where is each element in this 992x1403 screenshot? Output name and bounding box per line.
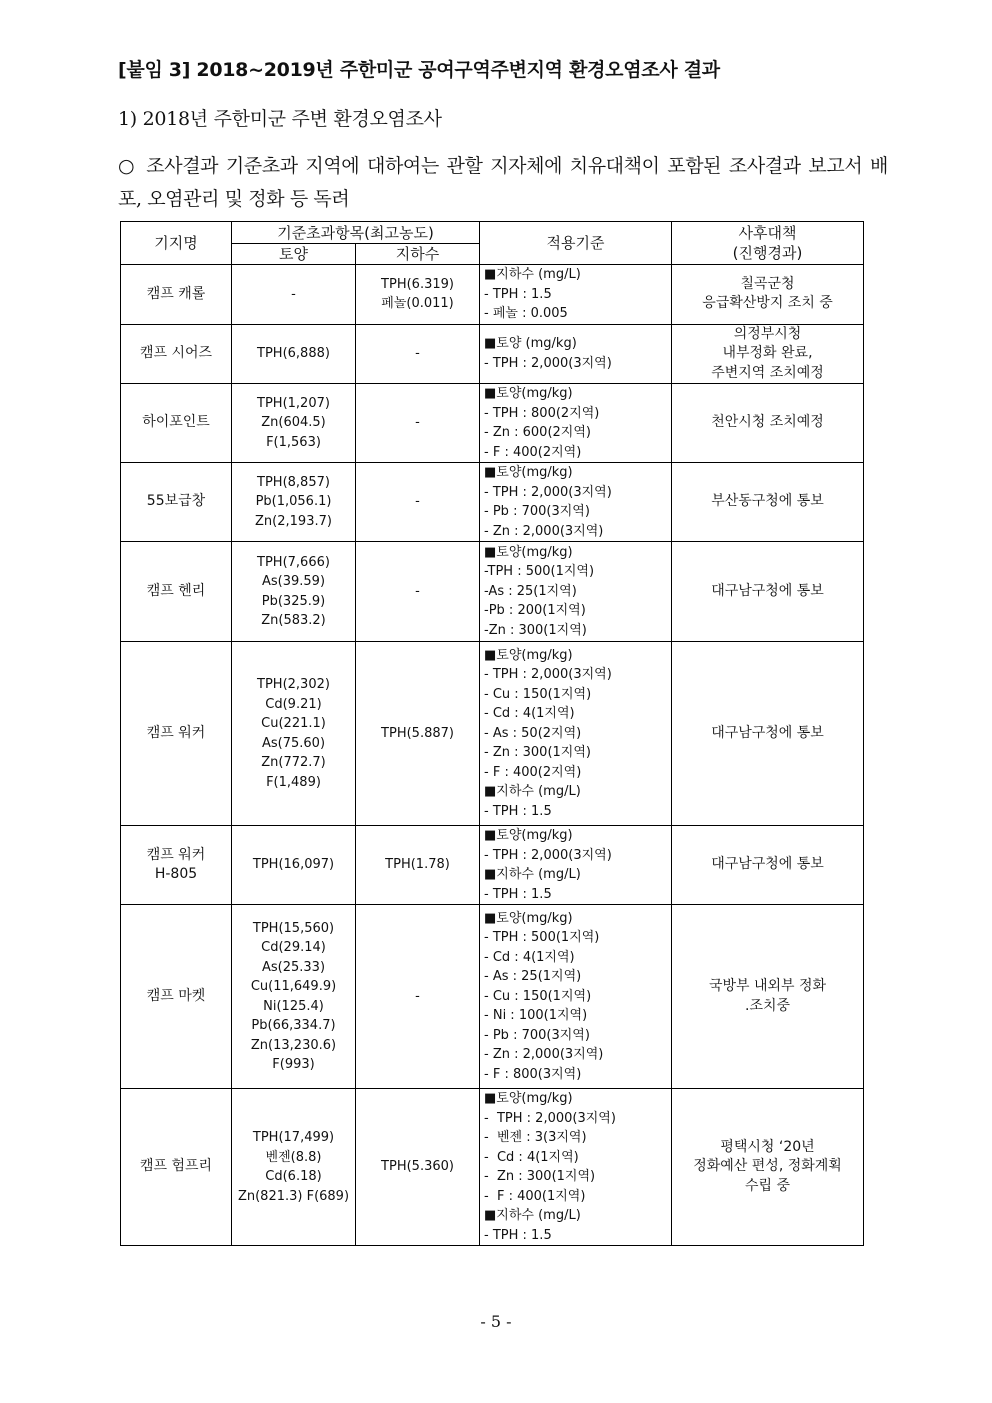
header-exceed: 기준초과항목(최고농도) [232, 222, 480, 244]
standard-cell-line: ■토양(mg/kg) [484, 910, 573, 926]
soil-cell-line: Zn(604.5) [261, 415, 326, 431]
standard-cell-line: - Zn : 600(2지역) [484, 425, 591, 440]
soil-cell-line: Zn(821.3) F(689) [237, 1188, 350, 1204]
standard-cell [480, 642, 672, 826]
site-cell [121, 1089, 232, 1246]
standard-cell-line: ■토양(mg/kg) [484, 544, 573, 560]
site-cell-line: 55보급창 [146, 493, 206, 510]
document-title: [붙임 3] 2018~2019년 주한미군 공여구역주변지역 환경오염조사 결과 [118, 59, 720, 81]
standard-cell [480, 463, 672, 542]
action-cell-line: 주변지역 조치예정 [711, 364, 824, 381]
site-cell-line: H-805 [154, 866, 198, 882]
site-cell [121, 324, 232, 384]
groundwater-cell [356, 826, 480, 905]
groundwater-cell [356, 324, 480, 384]
site-cell-line: 캠프 시어즈 [139, 345, 213, 361]
soil-cell-line: Zn(2,193.7) [255, 513, 332, 529]
standard-cell-line: ■토양(mg/kg) [484, 465, 573, 480]
soil-cell-line: - [291, 286, 296, 302]
soil-cell [232, 642, 356, 826]
site-cell-line: 하이포인트 [142, 414, 210, 431]
standard-cell-line: - Cu : 150(1지역) [484, 686, 592, 702]
standard-cell-line: - TPH : 1.5 [484, 886, 552, 902]
action-cell [672, 463, 864, 542]
groundwater-cell [356, 463, 480, 542]
header-action-title: 사후대책 [738, 224, 797, 242]
standard-cell-line: ■토양(mg/kg) [484, 1091, 573, 1106]
soil-cell-line: TPH(16,097) [252, 857, 335, 873]
groundwater-cell-line: - [415, 415, 420, 431]
standard-cell-line: ■토양 (mg/kg) [484, 336, 577, 352]
table-row [121, 642, 864, 826]
header-action [672, 222, 864, 265]
standard-cell-line: - F : 400(1지역) [484, 1188, 586, 1204]
action-cell-line: 천안시청 조치예정 [711, 414, 824, 431]
standard-cell-line: - TPH : 800(2지역) [484, 405, 600, 421]
standard-cell-line: - Cd : 4(1지역) [484, 1149, 579, 1165]
standard-cell-line: - TPH : 1.5 [484, 286, 552, 302]
header-groundwater: 지하수 [356, 244, 480, 265]
action-cell [672, 905, 864, 1089]
standard-cell-line: - As : 25(1지역) [484, 969, 582, 985]
standard-cell [480, 826, 672, 905]
standard-cell [480, 1089, 672, 1246]
header-site: 기지명 [121, 222, 232, 265]
soil-cell-line: As(25.33) [261, 959, 326, 975]
soil-cell-line: TPH(17,499) [252, 1130, 335, 1145]
standard-cell-line: ■토양(mg/kg) [484, 386, 573, 401]
standard-cell-line: -Zn : 300(1지역) [484, 622, 587, 638]
table-row [121, 324, 864, 384]
standard-cell-line: - TPH : 1.5 [484, 1227, 552, 1243]
action-cell [672, 324, 864, 384]
standard-cell-line: -As : 25(1지역) [484, 583, 577, 599]
standard-cell [480, 384, 672, 463]
standard-cell-line: - As : 50(2지역) [484, 725, 582, 741]
standard-cell-line: - 벤젠 : 3(3지역) [484, 1130, 587, 1145]
groundwater-cell-line: TPH(1.78) [385, 857, 450, 873]
standard-cell-line: ■지하수 (mg/L) [484, 1208, 581, 1223]
standard-cell [480, 324, 672, 384]
standard-cell-line: - Cd : 4(1지역) [484, 706, 575, 722]
action-cell-line: 응급확산방지 조치 중 [702, 295, 833, 312]
action-cell-line: 부산동구청에 통보 [711, 493, 824, 510]
action-cell-line: 내부정화 완료, [722, 345, 813, 361]
soil-cell-line: F(1,563) [266, 434, 321, 450]
standard-cell-line: - TPH : 2,000(3지역) [484, 847, 612, 863]
groundwater-cell-line: TPH(6.319) [381, 276, 454, 292]
site-cell [121, 542, 232, 642]
contamination-results-table [120, 221, 864, 1246]
soil-cell-line: Cd(29.14) [261, 940, 326, 955]
site-cell [121, 642, 232, 826]
standard-cell-line: - F : 400(2지역) [484, 764, 582, 780]
groundwater-cell [356, 384, 480, 463]
action-cell [672, 384, 864, 463]
action-cell-line: 대구남구청에 통보 [711, 856, 824, 873]
action-cell-line: 수립 중 [745, 1177, 791, 1194]
standard-cell-line: -TPH : 500(1지역) [484, 564, 595, 580]
soil-cell-line: F(993) [272, 1057, 315, 1072]
standard-cell-line: ■지하수 (mg/L) [484, 867, 581, 882]
action-cell-line: 의정부시청 [733, 325, 802, 342]
soil-cell-line: Cu(221.1) [261, 716, 326, 731]
soil-cell-line: Cd(6.18) [265, 1169, 322, 1184]
soil-cell-line: TPH(6,888) [257, 346, 330, 361]
soil-cell-line: Zn(772.7) [261, 755, 326, 770]
site-cell-line: 캠프 마켓 [146, 987, 206, 1004]
action-cell-line: .조치중 [745, 997, 791, 1014]
standard-cell [480, 265, 672, 325]
standard-cell-line: - Zn : 300(1지역) [484, 745, 591, 761]
site-cell-line: 캠프 워커 [146, 724, 206, 741]
groundwater-cell-line: - [415, 583, 420, 599]
standard-cell-line: - TPH : 1.5 [484, 803, 552, 819]
standard-cell-line: - Pb : 700(3지역) [484, 504, 590, 519]
soil-cell [232, 324, 356, 384]
site-cell-line: 캠프 헨리 [146, 582, 206, 599]
groundwater-cell [356, 642, 480, 826]
standard-cell-line: -Pb : 200(1지역) [484, 603, 586, 619]
soil-cell-line: F(1,489) [266, 774, 321, 790]
soil-cell-line: Cd(9.21) [265, 696, 322, 712]
action-cell-line: 대구남구청에 통보 [711, 724, 824, 741]
soil-cell-line: TPH(2,302) [257, 677, 330, 692]
site-cell [121, 265, 232, 325]
header-action-subtitle: (진행경과) [732, 244, 803, 262]
table-body [121, 265, 864, 1246]
soil-cell-line: Pb(1,056.1) [255, 494, 332, 510]
soil-cell-line: Pb(66,334.7) [251, 1018, 336, 1033]
action-cell-line: 대구남구청에 통보 [711, 582, 824, 599]
soil-cell-line: Zn(13,230.6) [250, 1037, 337, 1053]
site-cell [121, 905, 232, 1089]
standard-cell-line: - Ni : 100(1지역) [484, 1008, 588, 1024]
soil-cell-line: Zn(583.2) [261, 613, 326, 628]
action-cell [672, 642, 864, 826]
groundwater-cell [356, 265, 480, 325]
standard-cell-line: - TPH : 2,000(3지역) [484, 667, 612, 683]
standard-cell-line: - F : 800(3지역) [484, 1066, 582, 1082]
action-cell-line: 칠곡군청 [740, 275, 795, 292]
summary-text: 조사결과 기준초과 지역에 대하여는 관할 지자체에 치유대책이 포함된 조사결과 보고서 배포, 오염관리 및 정화 등 독려 [118, 155, 888, 210]
standard-cell-line: - TPH : 500(1지역) [484, 930, 600, 946]
soil-cell-line: TPH(15,560) [252, 920, 335, 936]
soil-cell-line: As(75.60) [261, 735, 326, 751]
action-cell-line: 국방부 내외부 정화 [708, 978, 827, 994]
table-row [121, 463, 864, 542]
groundwater-cell [356, 542, 480, 642]
table-row [121, 905, 864, 1089]
header-soil: 토양 [232, 244, 356, 265]
soil-cell-line: Pb(325.9) [261, 593, 326, 609]
site-cell [121, 384, 232, 463]
standard-cell-line: - F : 400(2지역) [484, 444, 582, 460]
groundwater-cell-line: 페놀(0.011) [381, 296, 454, 312]
standard-cell-line: - 페놀 : 0.005 [484, 306, 568, 321]
standard-cell-line: ■지하수 (mg/L) [484, 784, 581, 800]
groundwater-cell-line: TPH(5.360) [381, 1159, 454, 1175]
action-cell-line: 정화예산 편성, 정화계획 [693, 1158, 842, 1175]
site-cell-line: 캠프 험프리 [139, 1158, 213, 1175]
action-cell [672, 542, 864, 642]
action-cell [672, 265, 864, 325]
soil-cell [232, 384, 356, 463]
groundwater-cell-line: TPH(5.887) [381, 725, 454, 741]
soil-cell-line: As(39.59) [261, 574, 326, 589]
soil-cell-line: 벤젠(8.8) [265, 1149, 322, 1165]
standard-cell-line: ■토양(mg/kg) [484, 828, 573, 843]
soil-cell [232, 265, 356, 325]
groundwater-cell [356, 1089, 480, 1246]
standard-cell-line: - Pb : 700(3지역) [484, 1027, 590, 1043]
standard-cell-line: - Cu : 150(1지역) [484, 988, 592, 1004]
standard-cell-line: - TPH : 2,000(3지역) [484, 355, 612, 371]
site-cell-line: 캠프 캐롤 [146, 285, 206, 302]
header-standard: 적용기준 [480, 222, 672, 265]
soil-cell-line: TPH(7,666) [257, 554, 330, 570]
soil-cell-line: Cu(11,649.9) [250, 979, 337, 994]
soil-cell [232, 1089, 356, 1246]
soil-cell [232, 542, 356, 642]
action-cell [672, 1089, 864, 1246]
table-row [121, 384, 864, 463]
groundwater-cell-line: - [415, 346, 420, 361]
groundwater-cell-line: - [415, 988, 420, 1004]
section-heading: 1) 2018년 주한미군 주변 환경오염조사 [118, 108, 442, 130]
standard-cell [480, 905, 672, 1089]
standard-cell-line: ■지하수 (mg/L) [484, 267, 581, 282]
table-row [121, 265, 864, 325]
standard-cell-line: - Cd : 4(1지역) [484, 949, 575, 965]
standard-cell-line: - Zn : 2,000(3지역) [484, 1047, 604, 1063]
site-cell [121, 826, 232, 905]
soil-cell-line: TPH(8,857) [257, 474, 330, 490]
soil-cell [232, 463, 356, 542]
circle-bullet-icon: ○ [118, 155, 137, 177]
standard-cell-line: - Zn : 300(1지역) [484, 1169, 596, 1184]
table-row [121, 826, 864, 905]
site-cell [121, 463, 232, 542]
standard-cell-line: - Zn : 2,000(3지역) [484, 523, 604, 539]
table-row [121, 1089, 864, 1246]
standard-cell-line: - TPH : 2,000(3지역) [484, 1110, 616, 1126]
action-cell [672, 826, 864, 905]
table-row [121, 542, 864, 642]
groundwater-cell [356, 905, 480, 1089]
standard-cell-line: ■토양(mg/kg) [484, 647, 573, 663]
soil-cell [232, 826, 356, 905]
standard-cell [480, 542, 672, 642]
soil-cell-line: TPH(1,207) [257, 395, 330, 411]
groundwater-cell-line: - [415, 494, 420, 510]
site-cell-line: 캠프 워커 [146, 846, 206, 863]
standard-cell-line: - TPH : 2,000(3지역) [484, 484, 612, 500]
soil-cell [232, 905, 356, 1089]
page-number: - 5 - [480, 1312, 512, 1331]
summary-paragraph [118, 150, 888, 216]
soil-cell-line: Ni(125.4) [263, 998, 324, 1014]
action-cell-line: 평택시청 ‘20년 [720, 1138, 815, 1155]
